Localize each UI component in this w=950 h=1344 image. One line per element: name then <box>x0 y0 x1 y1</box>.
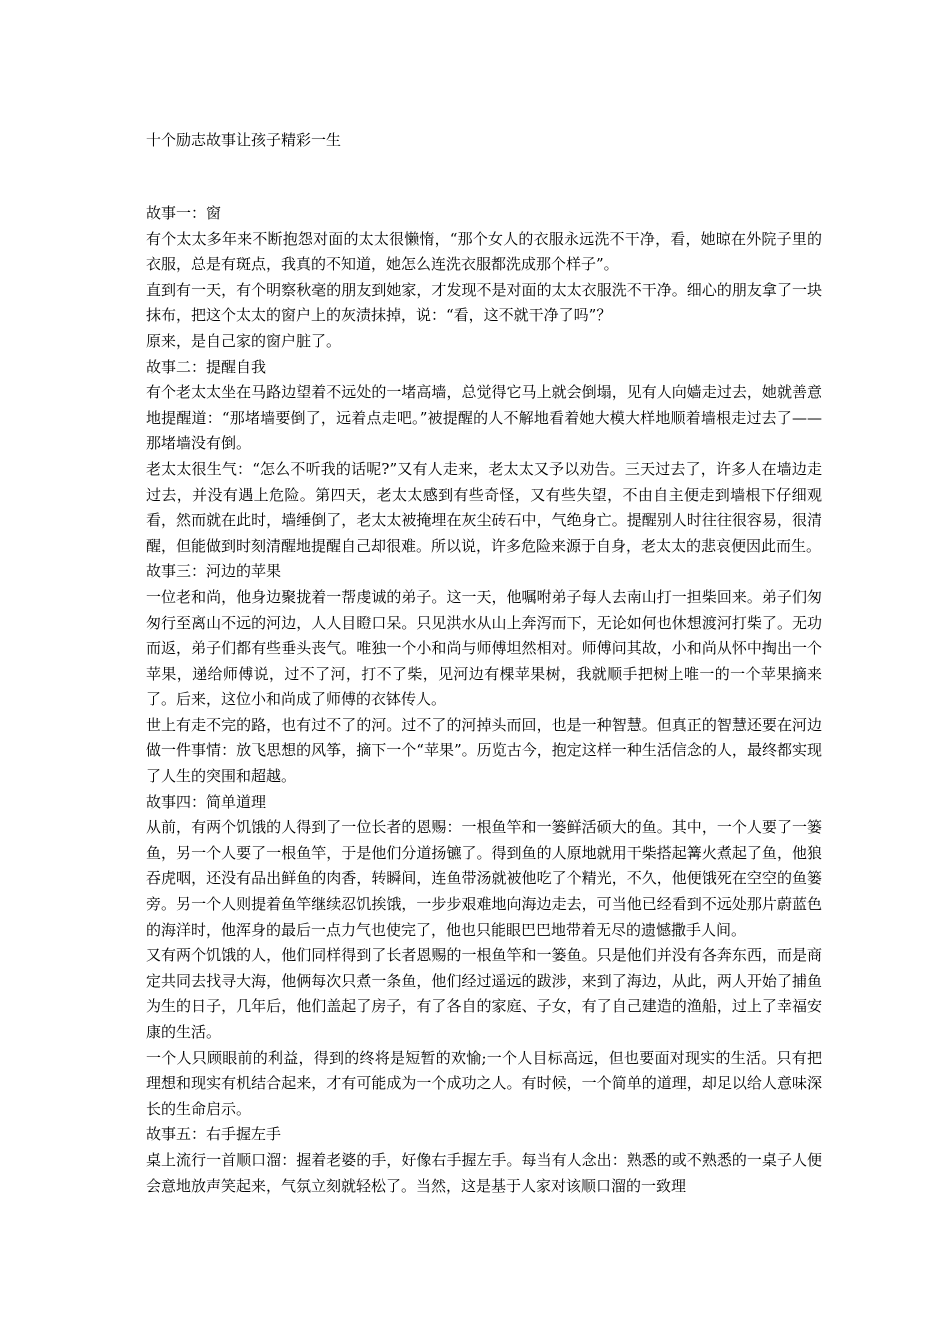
paragraph: 有个太太多年来不断抱怨对面的太太很懒惰，“那个女人的衣服永远洗不干净，看，她晾在外院子里的衣服，总是有斑点，我真的不知道，她怎么连洗衣服都洗成那个样子”。 <box>146 229 822 274</box>
story-heading: 故事三：河边的苹果 <box>146 562 282 581</box>
document-body <box>146 201 822 1199</box>
paragraph: 世上有走不完的路，也有过不了的河。过不了的河掉头而回，也是一种智慧。但真正的智慧还要在河边做一件事情：放飞思想的风筝，摘下一个“苹果”。历览古今，抱定这样一种生活信念的人，最终都实现了人生的突围和超越。 <box>146 715 822 786</box>
story-heading: 故事五：右手握左手 <box>146 1125 282 1144</box>
paragraph: 从前，有两个饥饿的人得到了一位长者的恩赐：一根鱼竿和一篓鲜活硕大的鱼。其中，一个人要了一篓鱼，另一个人要了一根鱼竿，于是他们分道扬镳了。得到鱼的人原地就用干柴搭起篝火煮起了鱼，他狼吞虎咽，还没有品出鲜鱼的肉香，转瞬间，连鱼带汤就被他吃了个精光，不久，他便饿死在空空的鱼篓旁。另一个人则提着鱼竿继续忍饥挨饿，一步步艰难地向海边走去，可当他已经看到不远处那片蔚蓝色的海洋时，他浑身的最后一点力气也使完了，他也只能眼巴巴地带着无尽的遗憾撒手人间。 <box>146 818 822 939</box>
paragraph: 直到有一天，有个明察秋毫的朋友到她家，才发现不是对面的太太衣服洗不干净。细心的朋友拿了一块抹布，把这个太太的窗户上的灰渍抹掉，说：“看，这不就干净了吗”？ <box>146 280 822 325</box>
story-heading: 故事二：提醒自我 <box>146 357 267 376</box>
story-heading: 故事四：简单道理 <box>146 792 267 811</box>
paragraph: 又有两个饥饿的人，他们同样得到了长者恩赐的一根鱼竿和一篓鱼。只是他们并没有各奔东西，而是商定共同去找寻大海，他俩每次只煮一条鱼，他们经过遥远的跋涉，来到了海边，从此，两人开始了捕鱼为生的日子，几年后，他们盖起了房子，有了各自的家庭、子女，有了自己建造的渔船，过上了幸福安康的生活。 <box>146 946 822 1041</box>
paragraph: 原来，是自己家的窗户脏了。 <box>146 331 342 350</box>
story-heading: 故事一：窗 <box>146 204 222 222</box>
paragraph: 一个人只顾眼前的利益，得到的终将是短暂的欢愉;一个人目标高远，但也要面对现实的生活。只有把理想和现实有机结合起来，才有可能成为一个成功之人。有时候，一个简单的道理，却足以给人意味深长的生命启示。 <box>146 1048 822 1118</box>
paragraph: 老太太很生气：“怎么不听我的话呢?”又有人走来，老太太又予以劝告。三天过去了，许多人在墙边走过去，并没有遇上危险。第四天，老太太感到有些奇怪，又有些失望，不由自主便走到墙根下仔细观看，然而就在此时，墙缍倒了，老太太被掩埋在灰尘砖石中，气绝身亡。提醒别人时往往很容易，很清醒，但能做到时刻清醒地提醒自己却很难。所以说，许多危险来源于自身，老太太的悲哀便因此而生。 <box>146 459 822 555</box>
document-title: 十个励志故事让孩子精彩一生 <box>146 131 342 149</box>
paragraph: 桌上流行一首顺口溜：握着老婆的手，好像右手握左手。每当有人念出：熟悉的或不熟悉的一桌子人便会意地放声笑起来，气氛立刻就轻松了。当然，这是基于人家对该顺口溜的一致理 <box>146 1150 822 1195</box>
paragraph: 一位老和尚，他身边聚拢着一帮虔诚的弟子。这一天，他嘱咐弟子每人去南山打一担柴回来。弟子们匆匆行至离山不远的河边，人人目瞪口呆。只见洪水从山上奔泻而下，无论如何也休想渡河打柴了。无功而返，弟子们都有些垂头丧气。唯独一个小和尚与师傅坦然相对。师傅问其故，小和尚从怀中掏出一个苹果，递给师傅说，过不了河，打不了柴，见河边有棵苹果树，我就顺手把树上唯一的一个苹果摘来了。后来，这位小和尚成了师傅的衣钵传人。 <box>146 587 822 709</box>
paragraph: 有个老太太坐在马路边望着不远处的一堵高墙，总觉得它马上就会倒塌，见有人向嫱走过去，她就善意地提醒道：“那堵墙要倒了，远着点走吧。”被提醒的人不解地看着她大模大样地顺着墙根走过去了——那堵墙没有倒。 <box>146 383 822 453</box>
